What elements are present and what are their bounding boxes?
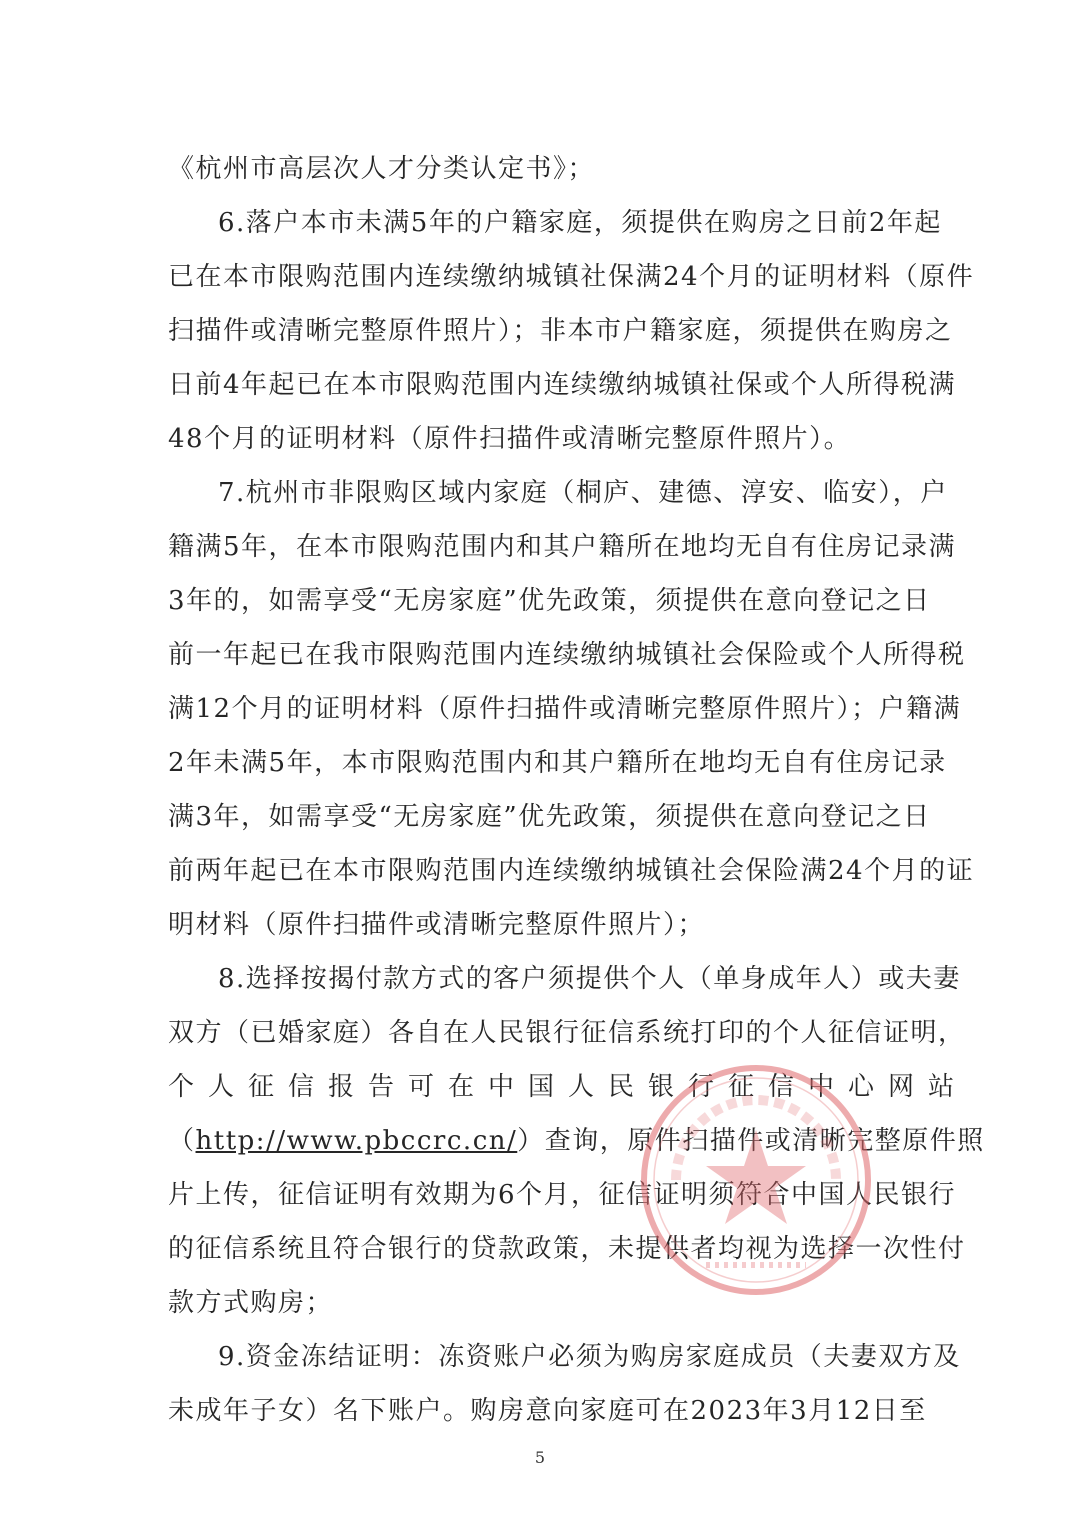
line-19-rest: ）查询，原件扫描件或清晰完整原件照	[517, 1126, 985, 1156]
text-line-9: 3年的，如需享受“无房家庭”优先政策，须提供在意向登记之日	[168, 586, 931, 616]
text-line-20: 片上传，征信证明有效期为6个月，征信证明须符合中国人民银行	[168, 1180, 957, 1210]
text-line-5: 日前4年起已在本市限购范围内连续缴纳城镇社保或个人所得税满	[168, 370, 957, 400]
text-line-24: 未成年子女）名下账户。购房意向家庭可在2023年3月12日至	[168, 1396, 927, 1426]
pbccrc-link[interactable]: http://www.pbccrc.cn/	[195, 1126, 518, 1156]
text-line-18: 个人征信报告可在中国人民银行征信中心网站	[168, 1072, 969, 1102]
text-line-16: 8.选择按揭付款方式的客户须提供个人（单身成年人）或夫妻	[218, 964, 961, 994]
page-number: 5	[534, 1448, 546, 1467]
text-line-6: 48个月的证明材料（原件扫描件或清晰完整原件照片）。	[168, 424, 852, 454]
text-line-17: 双方（已婚家庭）各自在人民银行征信系统打印的个人征信证明，	[168, 1018, 966, 1048]
text-line-14: 前两年起已在本市限购范围内连续缴纳城镇社会保险满24个月的证	[168, 856, 975, 886]
text-line-22: 款方式购房；	[168, 1288, 334, 1318]
text-line-15: 明材料（原件扫描件或清晰完整原件照片）；	[168, 910, 706, 940]
text-line-3: 已在本市限购范围内连续缴纳城镇社保满24个月的证明材料（原件	[168, 262, 975, 292]
text-line-11: 满12个月的证明材料（原件扫描件或清晰完整原件照片）；户籍满	[168, 694, 962, 724]
text-line-13: 满3年，如需享受“无房家庭”优先政策，须提供在意向登记之日	[168, 802, 931, 832]
text-line-10: 前一年起已在我市限购范围内连续缴纳城镇社会保险或个人所得税	[168, 640, 966, 670]
text-line-8: 籍满5年，在本市限购范围内和其户籍所在地均无自有住房记录满	[168, 532, 957, 562]
text-line-19	[168, 1121, 985, 1161]
text-line-4: 扫描件或清晰完整原件照片）；非本市户籍家庭，须提供在购房之	[168, 316, 953, 346]
text-line-7: 7.杭州市非限购区域内家庭（桐庐、建德、淳安、临安），户	[218, 478, 948, 508]
text-line-21: 的征信系统且符合银行的贷款政策，未提供者均视为选择一次性付	[168, 1234, 966, 1264]
paren-open: （	[168, 1126, 196, 1156]
text-line-23: 9.资金冻结证明：冻资账户必须为购房家庭成员（夫妻双方及	[218, 1342, 961, 1372]
text-line-12: 2年未满5年，本市限购范围内和其户籍所在地均无自有住房记录	[168, 748, 947, 778]
text-line-1: 《杭州市高层次人才分类认定书》；	[168, 154, 596, 184]
text-line-2: 6.落户本市未满5年的户籍家庭，须提供在购房之日前2年起	[218, 208, 942, 238]
